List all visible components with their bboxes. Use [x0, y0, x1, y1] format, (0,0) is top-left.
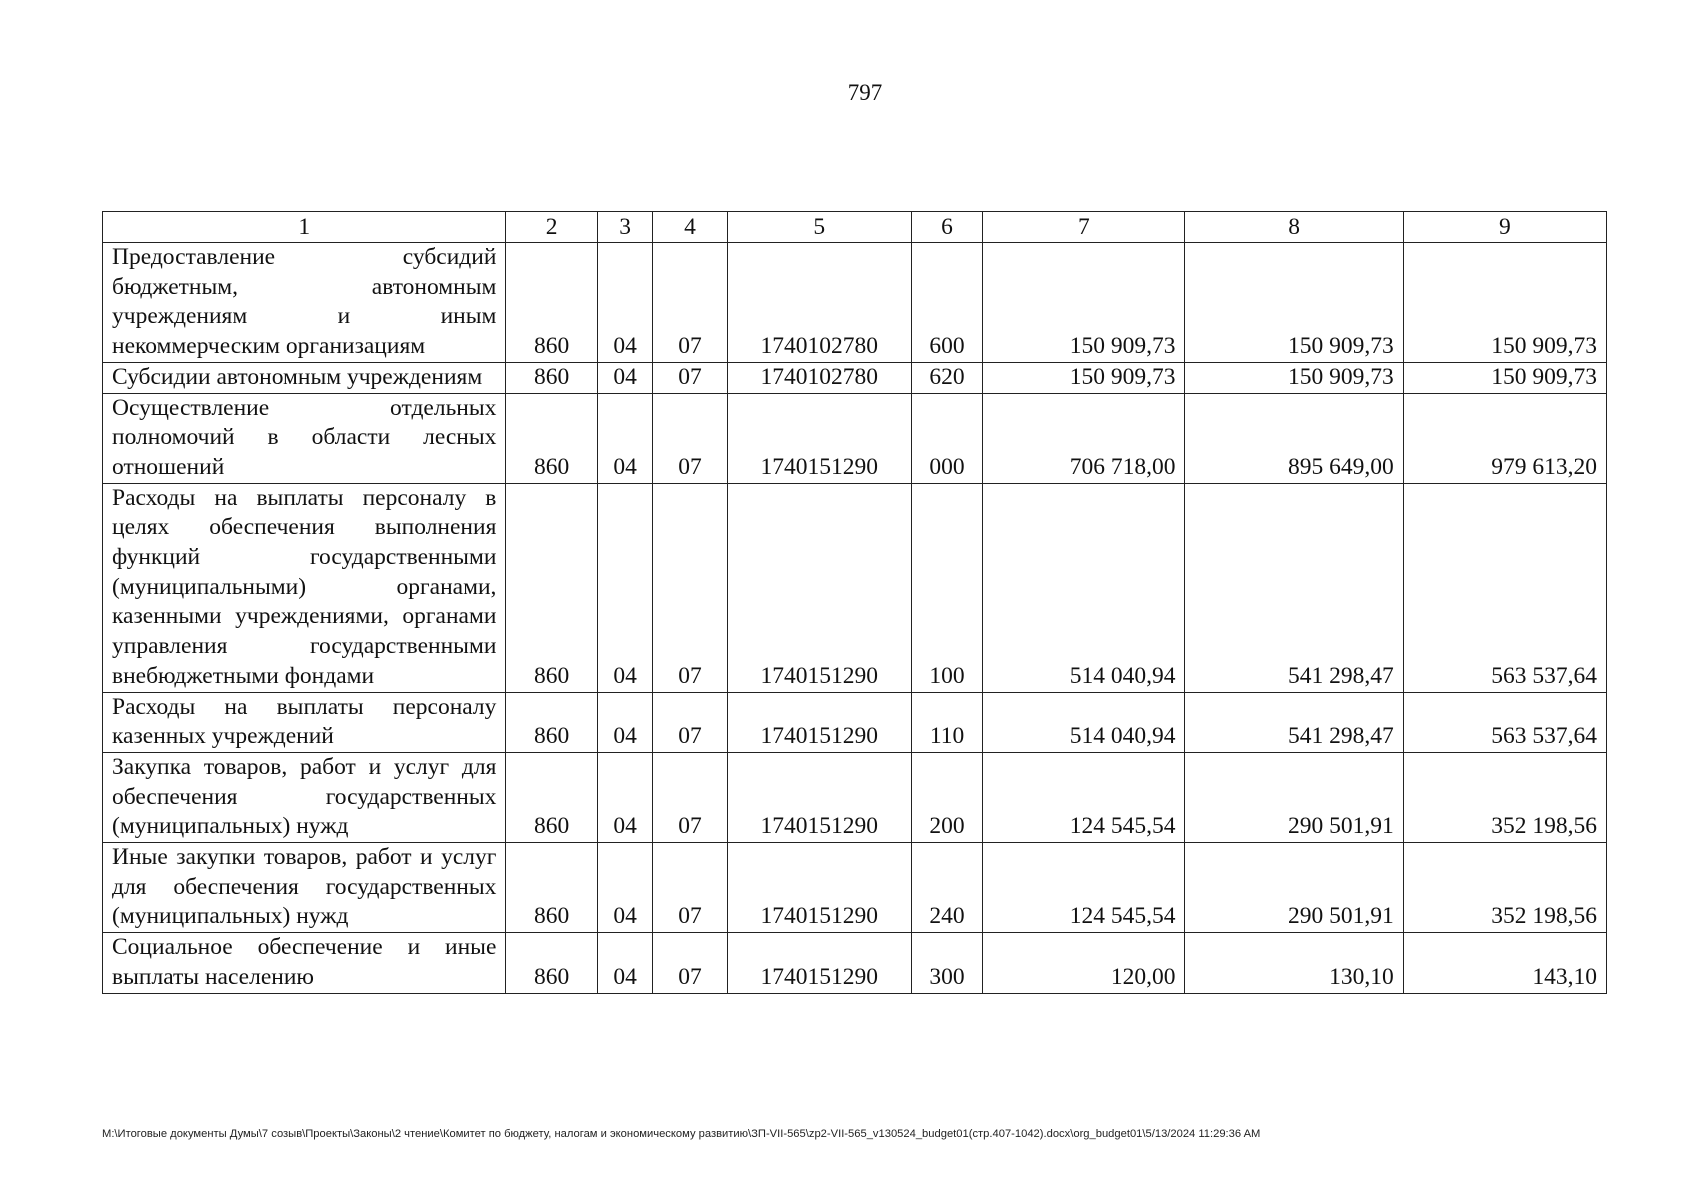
- column-header: 1: [103, 212, 506, 243]
- cell-section-code: 04: [597, 483, 652, 692]
- cell-expense-type: 300: [911, 933, 982, 993]
- cell-target-code: 1740102780: [727, 362, 911, 393]
- table-header: [103, 212, 1607, 243]
- cell-subsection-code: 07: [653, 752, 727, 842]
- table-row: [103, 933, 1607, 993]
- row-name: Иные закупки товаров, работ и услуг для обеспечения государственных (муниципальных) нужд: [103, 843, 506, 933]
- cell-amount-1: 124 545,54: [983, 752, 1185, 842]
- cell-target-code: 1740151290: [727, 483, 911, 692]
- cell-amount-2: 150 909,73: [1185, 362, 1403, 393]
- budget-table: [102, 211, 1607, 994]
- row-name: Расходы на выплаты персоналу в целях обеспечения выполнения функций государственными (муниципальными) органами, казенными учреждениями, органами управления государственными внебюджетными фондами: [103, 483, 506, 692]
- cell-expense-type: 000: [911, 393, 982, 483]
- table-row: [103, 752, 1607, 842]
- row-name: Предоставление субсидий бюджетным, автономным учреждениям и иным некоммерческим организациям: [103, 243, 506, 363]
- row-name: Субсидии автономным учреждениям: [103, 362, 506, 393]
- column-header: 7: [983, 212, 1185, 243]
- cell-target-code: 1740151290: [727, 692, 911, 752]
- row-name: Расходы на выплаты персоналу казенных учреждений: [103, 692, 506, 752]
- cell-subsection-code: 07: [653, 393, 727, 483]
- header-row: [103, 212, 1607, 243]
- cell-ministry-code: 860: [506, 393, 598, 483]
- cell-amount-2: 541 298,47: [1185, 692, 1403, 752]
- cell-amount-3: 979 613,20: [1403, 393, 1606, 483]
- cell-amount-3: 150 909,73: [1403, 362, 1606, 393]
- cell-section-code: 04: [597, 243, 652, 363]
- cell-section-code: 04: [597, 393, 652, 483]
- cell-ministry-code: 860: [506, 483, 598, 692]
- cell-subsection-code: 07: [653, 362, 727, 393]
- cell-section-code: 04: [597, 752, 652, 842]
- table-row: [103, 483, 1607, 692]
- cell-expense-type: 620: [911, 362, 982, 393]
- cell-amount-1: 124 545,54: [983, 843, 1185, 933]
- cell-amount-1: 514 040,94: [983, 692, 1185, 752]
- table-body: [103, 243, 1607, 994]
- row-name: Закупка товаров, работ и услуг для обеспечения государственных (муниципальных) нужд: [103, 752, 506, 842]
- column-header: 5: [727, 212, 911, 243]
- cell-amount-2: 541 298,47: [1185, 483, 1403, 692]
- cell-subsection-code: 07: [653, 243, 727, 363]
- cell-amount-2: 290 501,91: [1185, 752, 1403, 842]
- cell-target-code: 1740151290: [727, 933, 911, 993]
- cell-subsection-code: 07: [653, 843, 727, 933]
- table-row: [103, 393, 1607, 483]
- cell-ministry-code: 860: [506, 843, 598, 933]
- table-row: [103, 243, 1607, 363]
- cell-amount-1: 514 040,94: [983, 483, 1185, 692]
- cell-amount-1: 150 909,73: [983, 362, 1185, 393]
- page-number: 797: [847, 80, 883, 105]
- column-header: 8: [1185, 212, 1403, 243]
- cell-ministry-code: 860: [506, 752, 598, 842]
- column-header: 2: [506, 212, 598, 243]
- cell-expense-type: 240: [911, 843, 982, 933]
- footer-file-path: M:\Итоговые документы Думы\7 созыв\Проекты\Законы\2 чтение\Комитет по бюджету, налогам и экономическому развитию\ЗП-VII-565\zp2-VII-565_v130524_budget01(стр.407-1042).docx\org_budget01\5/13/2024 11:29:36 AM: [102, 1128, 1261, 1140]
- cell-expense-type: 200: [911, 752, 982, 842]
- column-header: 6: [911, 212, 982, 243]
- cell-subsection-code: 07: [653, 933, 727, 993]
- column-header: 3: [597, 212, 652, 243]
- cell-target-code: 1740151290: [727, 843, 911, 933]
- cell-amount-3: 352 198,56: [1403, 752, 1606, 842]
- cell-section-code: 04: [597, 362, 652, 393]
- cell-amount-3: 563 537,64: [1403, 692, 1606, 752]
- cell-target-code: 1740151290: [727, 393, 911, 483]
- row-name: Осуществление отдельных полномочий в области лесных отношений: [103, 393, 506, 483]
- row-name: Социальное обеспечение и иные выплаты населению: [103, 933, 506, 993]
- cell-expense-type: 110: [911, 692, 982, 752]
- cell-amount-3: 563 537,64: [1403, 483, 1606, 692]
- cell-subsection-code: 07: [653, 483, 727, 692]
- cell-amount-3: 143,10: [1403, 933, 1606, 993]
- cell-ministry-code: 860: [506, 362, 598, 393]
- cell-amount-1: 150 909,73: [983, 243, 1185, 363]
- cell-expense-type: 100: [911, 483, 982, 692]
- cell-amount-3: 150 909,73: [1403, 243, 1606, 363]
- table-row: [103, 843, 1607, 933]
- cell-amount-3: 352 198,56: [1403, 843, 1606, 933]
- cell-section-code: 04: [597, 692, 652, 752]
- cell-ministry-code: 860: [506, 243, 598, 363]
- column-header: 9: [1403, 212, 1606, 243]
- cell-ministry-code: 860: [506, 692, 598, 752]
- cell-amount-1: 706 718,00: [983, 393, 1185, 483]
- cell-target-code: 1740102780: [727, 243, 911, 363]
- cell-amount-2: 150 909,73: [1185, 243, 1403, 363]
- column-header: 4: [653, 212, 727, 243]
- cell-section-code: 04: [597, 933, 652, 993]
- table-row: [103, 362, 1607, 393]
- cell-amount-2: 895 649,00: [1185, 393, 1403, 483]
- cell-ministry-code: 860: [506, 933, 598, 993]
- cell-amount-1: 120,00: [983, 933, 1185, 993]
- table-row: [103, 692, 1607, 752]
- cell-amount-2: 290 501,91: [1185, 843, 1403, 933]
- cell-target-code: 1740151290: [727, 752, 911, 842]
- cell-expense-type: 600: [911, 243, 982, 363]
- cell-section-code: 04: [597, 843, 652, 933]
- cell-subsection-code: 07: [653, 692, 727, 752]
- cell-amount-2: 130,10: [1185, 933, 1403, 993]
